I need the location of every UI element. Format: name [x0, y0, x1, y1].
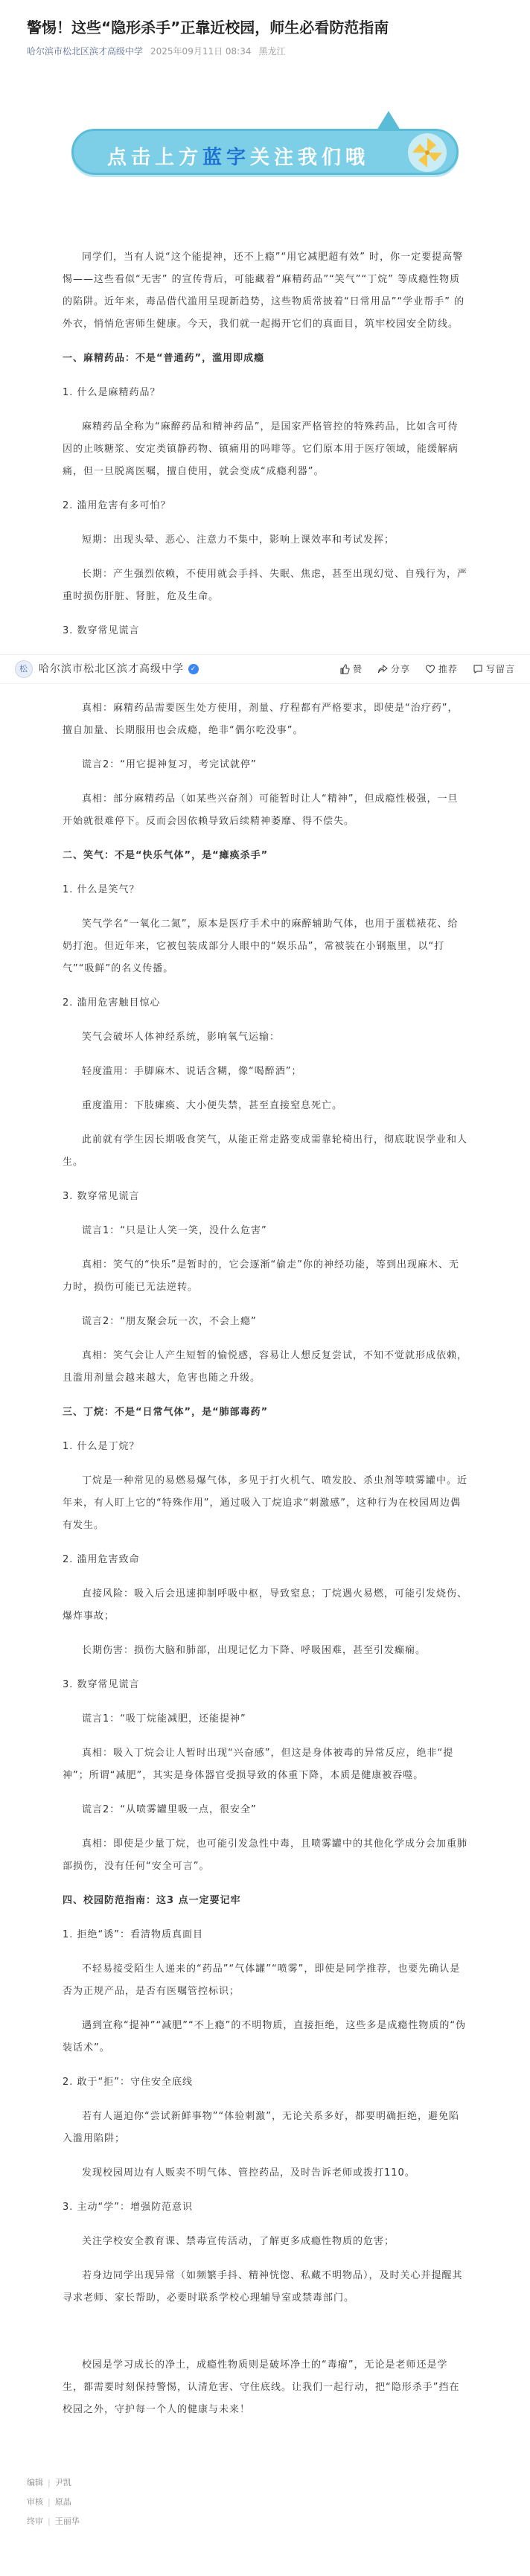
- sub-heading: 2. 滥用危害触目惊心: [63, 997, 161, 1009]
- paragraph: 不轻易接受陌生人递来的“药品”“气体罐”“喷雾”，即使是同学推荐，也要先确认是否为正规产品，是否有医嘱管控标识；: [63, 1963, 461, 1997]
- publish-location: 黑龙江: [258, 46, 286, 57]
- paragraph: 谎言2：“朋友聚会玩一次，不会上瘾”: [82, 1316, 257, 1327]
- paragraph: 真相：笑气会让人产生短暂的愉悦感，容易让人想反复尝试，不知不觉就形成依赖，且滥用剂量会越来越大，危害也随之升级。: [63, 1350, 468, 1384]
- share-label: 分享: [390, 664, 410, 674]
- paragraph: 短期：出现头晕、恶心、注意力不集中，影响上课效率和考试发挥；: [82, 534, 395, 546]
- account-sticky-bar: [0, 654, 530, 684]
- paragraph: 关注学校安全教育课、禁毒宣传活动，了解更多成瘾性物质的危害；: [82, 2236, 395, 2247]
- arrow-up-icon: [377, 111, 400, 130]
- paragraph: 麻精药品全称为“麻醉药品和精神药品”，是国家严格管控的特殊药品，比如含可待因的止咳糖浆、安定类镇静药物、镇痛用的吗啡等。它们原本用于医疗领域，能缓解病痛，但一旦脱离医嘱，擅自使用，就会变成“成瘾利器”。: [63, 421, 459, 477]
- article-body: [19, 246, 515, 2421]
- sub-heading: 1. 拒绝“诱”：看清物质真面目: [63, 1929, 204, 1940]
- credit-editor: 编辑 | 尹凯: [27, 2478, 71, 2487]
- sub-heading: 1. 什么是麻精药品？: [63, 387, 161, 398]
- sub-heading: 3. 数穿常见谎言: [63, 1679, 140, 1690]
- paragraph: 长期：产生强烈依赖，不使用就会手抖、失眠、焦虑，甚至出现幻觉、自残行为，严重时损伤肝脏、肾脏，危及生命。: [63, 569, 468, 602]
- sub-heading: 1. 什么是笑气？: [63, 884, 140, 895]
- paragraph: 此前就有学生因长期吸食笑气，从能正常走路变成需靠轮椅出行，彻底耽误学业和人生。: [63, 1134, 468, 1168]
- paragraph: 谎言1：“吸丁烷能减肥，还能提神”: [82, 1713, 246, 1725]
- article-meta: [27, 45, 503, 57]
- paragraph: 直接风险：吸入后会迅速抑制呼吸中枢，导致窒息；丁烷遇火易燃，可能引发烧伤、爆炸事故；: [63, 1588, 468, 1622]
- credit-final: 终审 | 王丽华: [27, 2516, 80, 2526]
- paragraph: 重度滥用：下肢瘫痪、大小便失禁，甚至直接窒息死亡。: [82, 1100, 343, 1111]
- sub-heading: 2. 滥用危害有多可怕？: [63, 500, 171, 511]
- paragraph: 发现校园周边有人贩卖不明气体、管控药品，及时告诉老师或拨打110。: [82, 2167, 415, 2179]
- paragraph: 长期伤害：损伤大脑和肺部，出现记忆力下降、呼吸困难，甚至引发癫痫。: [82, 1645, 427, 1656]
- sub-heading: 3. 数穿常见谎言: [63, 625, 140, 636]
- verified-icon: ✓: [188, 664, 199, 674]
- thumbs-up-icon: [339, 664, 350, 674]
- paragraph: 真相：吸入丁烷会让人暂时出现“兴奋感”，但这是身体被毒的异常反应，绝非“提神”；所谓“减肥”，其实是身体器官受损导致的体重下降，本质是健康被吞噬。: [63, 1748, 454, 1781]
- heart-icon: [425, 664, 435, 674]
- account-name[interactable]: 哈尔滨市松北区滨才高级中学: [39, 663, 184, 675]
- comment-button[interactable]: [473, 658, 515, 680]
- pinwheel-icon: [406, 132, 448, 173]
- paragraph: 谎言2：“用它提神复习，考完试就停”: [82, 759, 257, 770]
- paragraph: 若身边同学出现异常（如频繁手抖、精神恍惚、私藏不明物品），及时关心并提醒其寻求老师、家长帮助，必要时联系学校心理辅导室或禁毒部门。: [63, 2270, 463, 2304]
- closing-paragraph: 校园是学习成长的净土，成瘾性物质则是破坏净土的“毒瘤”，无论是老师还是学生，都需要时刻保持警惕，认清危害、守住底线。让我们一起行动，把“隐形杀手”挡在校园之外，守护每一个人的健康与未来！: [63, 2359, 460, 2415]
- sub-heading: 1. 什么是丁烷？: [63, 1441, 140, 1452]
- publish-date: 2025年09月11日 08:34: [150, 46, 252, 57]
- paragraph: 真相：麻精药品需要医生处方使用，剂量、疗程都有严格要求，即使是“治疗药”，擅自加量、长期服用也会成瘾，绝非“偶尔吃没事”。: [63, 703, 459, 736]
- sub-heading: 3. 数穿常见谎言: [63, 1191, 140, 1202]
- paragraph: 真相：笑气的“快乐”是暂时的，它会逐渐“偷走”你的神经功能，等到出现麻木、无力时，损伤可能已无法逆转。: [63, 1259, 459, 1293]
- section-heading: 三、丁烷：不是“日常气体”，是“肺部毒药”: [63, 1407, 269, 1418]
- paragraph: 真相：部分麻精药品（如某些兴奋剂）可能暂时让人“精神”，但成瘾性极强，一旦开始就很难停下。反而会因依赖导致后续精神萎靡、得不偿失。: [63, 793, 459, 827]
- account-link[interactable]: 哈尔滨市松北区滨才高级中学: [27, 46, 144, 57]
- paragraph: 谎言2：“从喷雾罐里吸一点，很安全”: [82, 1804, 257, 1815]
- comment-label: 写留言: [485, 664, 515, 674]
- paragraph: 若有人逼迫你“尝试新鲜事物”“体验刺激”，无论关系多好，都要明确拒绝，避免陷入滥用陷阱；: [63, 2111, 459, 2144]
- action-bar: [339, 658, 515, 680]
- section-heading: 四、校园防范指南：这3 点一定要记牢: [63, 1895, 241, 1906]
- share-button[interactable]: [377, 658, 410, 680]
- paragraph: 谎言1：“只是让人笑一笑，没什么危害”: [82, 1225, 267, 1236]
- credit-review: 审核 | 原晶: [27, 2497, 71, 2507]
- recommend-button[interactable]: [425, 658, 458, 680]
- sub-heading: 2. 敢于“拒”：守住安全底线: [63, 2077, 194, 2088]
- section-heading: 一、麻精药品：不是“普通药”，滥用即成瘾: [63, 353, 265, 364]
- share-icon: [377, 664, 388, 674]
- like-label: 赞: [352, 664, 363, 674]
- paragraph: 遇到宣称“提神”“减肥”“不上瘾”的不明物质，直接拒绝，这些多是成瘾性物质的“伪装话术”。: [63, 2020, 467, 2054]
- account-avatar[interactable]: 松: [15, 660, 33, 678]
- recommend-label: 推荐: [438, 664, 458, 674]
- banner-text: 点击上方蓝字关注我们哦: [107, 147, 370, 169]
- sub-heading: 3. 主动“学”：增强防范意识: [63, 2202, 194, 2213]
- follow-banner: [57, 90, 473, 202]
- paragraph: 笑气会破坏人体神经系统，影响氧气运输：: [82, 1032, 281, 1043]
- paragraph: 真相：即使是少量丁烷，也可能引发急性中毒，且喷雾罐中的其他化学成分会加重肺部损伤，没有任何“安全可言”。: [63, 1838, 468, 1872]
- comment-icon: [473, 664, 483, 674]
- credits: [27, 2473, 503, 2576]
- section-heading: 二、笑气：不是“快乐气体”，是“瘫痪杀手”: [63, 850, 269, 861]
- sub-heading: 2. 滥用危害致命: [63, 1554, 140, 1565]
- article-title: 警惕！这些“隐形杀手”正靠近校园，师生必看防范指南: [27, 19, 389, 36]
- paragraph: 笑气学名“一氧化二氮”，原本是医疗手术中的麻醉辅助气体，也用于蛋糕裱花、给奶打泡。但近年来，它被包装成部分人眼中的“娱乐品”，常被装在小钢瓶里，以“打气”“吸鲜”的名义传播。: [63, 918, 459, 974]
- intro-paragraph: 同学们，当有人说“这个能提神，还不上瘾”“用它减肥超有效” 时，你一定要提高警惕——这些看似“无害” 的宣传背后，可能藏着“麻精药品”“笑气”“丁烷” 等成瘾性物质的陷阱。近年来，毒品借代滥用呈现新趋势，这些物质常披着“日常用品”“学业帮手” 的外衣，悄悄危害师生健康。今天，我们就一起揭开它们的真面目，筑牢校园安全防线。: [63, 252, 465, 330]
- like-button[interactable]: [339, 658, 363, 680]
- paragraph: 轻度滥用：手脚麻木、说话含糊，像“喝醉酒”；: [82, 1066, 302, 1077]
- paragraph: 丁烷是一种常见的易燃易爆气体，多见于打火机气、喷发胶、杀虫剂等喷雾罐中。近年来，有人盯上它的“特殊作用”，通过吸入丁烷追求“刺激感”，这种行为在校园周边偶有发生。: [63, 1475, 468, 1531]
